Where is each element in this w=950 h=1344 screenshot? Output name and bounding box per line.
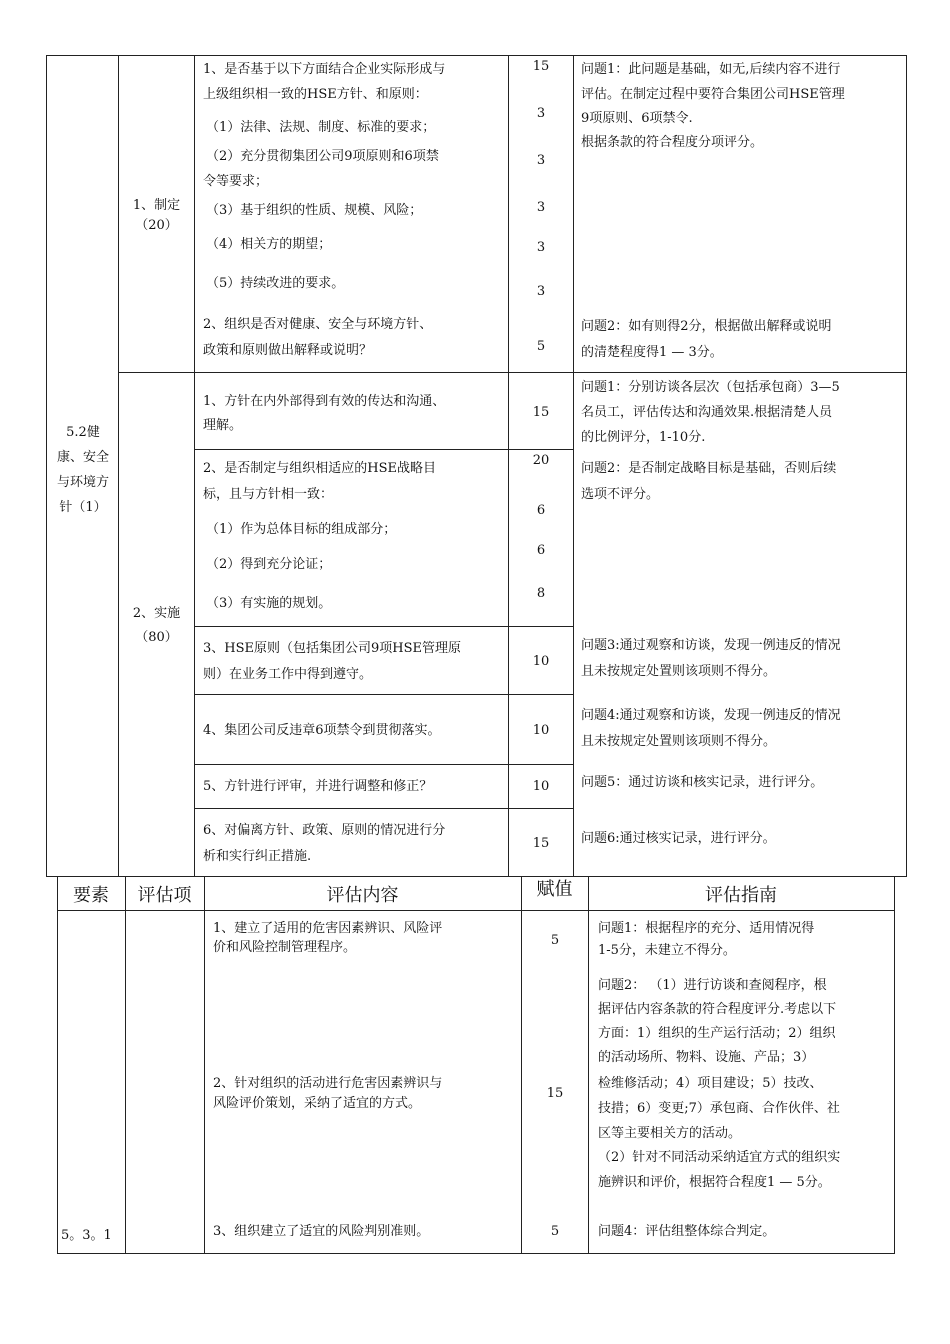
- score-value: 5: [550, 933, 560, 948]
- guide-text: 方面：1）组织的生产运行活动；2）组织: [598, 1026, 836, 1041]
- score-value: 3: [536, 106, 546, 121]
- guide-text: 施辨识和评价，根据符合程度1 — 5分。: [598, 1175, 831, 1190]
- element-label-line: 5.2健: [66, 425, 100, 440]
- score-value: 6: [536, 503, 546, 518]
- element-label-line: 针（1）: [59, 500, 107, 515]
- score-value: 15: [532, 836, 550, 851]
- guide-text: 技措；6）变更;7）承包商、合作伙伴、社: [598, 1101, 840, 1116]
- score-value: 15: [532, 59, 550, 74]
- guide-text: 评估。在制定过程中要符合集团公司HSE管理: [581, 87, 845, 102]
- guide-text: 问题5：通过访谈和核实记录，进行评分。: [581, 775, 824, 790]
- item-implement: 2、实施: [132, 606, 181, 621]
- content-text: 2、是否制定与组织相适应的HSE战略目: [203, 461, 437, 476]
- content-text: （1）法律、法规、制度、标准的要求；: [206, 120, 436, 135]
- content-text: （2）充分贯彻集团公司9项原则和6项禁: [206, 149, 439, 164]
- header-guide: 评估指南: [705, 885, 777, 906]
- score-value: 10: [532, 723, 550, 738]
- score-value: 3: [536, 153, 546, 168]
- score-value: 5: [550, 1224, 560, 1239]
- guide-text: 区等主要相关方的活动。: [598, 1126, 742, 1141]
- guide-text: 检维修活动；4）项目建设；5）技改、: [598, 1076, 823, 1091]
- item-formulate: 1、制定: [132, 198, 181, 213]
- content-text: （3）有实施的规划。: [206, 596, 332, 611]
- guide-text: 选项不评分。: [581, 487, 660, 502]
- content-text: 则）在业务工作中得到遵守。: [203, 667, 373, 682]
- guide-text: 名员工，评估传达和沟通效果.根据清楚人员: [581, 405, 833, 420]
- content-text: 上级组织相一致的HSE方针、和原则：: [203, 87, 428, 102]
- score-value: 3: [536, 200, 546, 215]
- guide-text: 的比例评分，1-10分.: [581, 430, 706, 445]
- element-label-line: 康、安全: [56, 450, 109, 465]
- guide-text: 问题4:通过观察和访谈，发现一例违反的情况: [581, 708, 841, 723]
- guide-text: 问题4：评估组整体综合判定。: [598, 1224, 776, 1239]
- guide-text: 9项原则、6项禁令.: [581, 111, 693, 126]
- score-value: 10: [532, 654, 550, 669]
- table1-left-border: [46, 55, 47, 876]
- guide-text: 问题2：如有则得2分，根据做出解释或说明: [581, 319, 832, 334]
- guide-text: 问题2： （1）进行访谈和查阅程序，根: [598, 978, 827, 993]
- content-text: （3）基于组织的性质、规模、风险；: [206, 203, 423, 218]
- score-value: 5: [536, 339, 546, 354]
- content-text: 3、组织建立了适宜的风险判别准则。: [213, 1224, 430, 1239]
- score-value: 3: [536, 284, 546, 299]
- content-text: 6、对偏离方针、政策、原则的情况进行分: [203, 823, 446, 838]
- header-content: 评估内容: [326, 885, 399, 906]
- content-text: 1、方针在内外部得到有效的传达和沟通、: [203, 394, 446, 409]
- table1-bottom-border: [46, 876, 907, 877]
- guide-text: 问题1：此问题是基础，如无,后续内容不进行: [581, 62, 841, 77]
- content-text: 析和实行纠正措施.: [203, 849, 312, 864]
- table2-col-divider: [204, 876, 205, 1254]
- table1-right-border: [906, 55, 907, 876]
- content-text: 1、是否基于以下方面结合企业实际形成与: [203, 62, 446, 77]
- guide-text: 问题1：分别访谈各层次（包括承包商）3—5: [581, 380, 840, 395]
- guide-text: （2）针对不同活动采纳适宜方式的组织实: [598, 1150, 841, 1165]
- element-label: 5。3。1: [61, 1228, 112, 1243]
- content-text: 2、针对组织的活动进行危害因素辨识与: [213, 1076, 443, 1091]
- score-value: 10: [532, 779, 550, 794]
- score-value: 15: [532, 405, 550, 420]
- content-text: 风险评价策划，采纳了适宜的方式。: [213, 1096, 422, 1111]
- table1-row-divider: [194, 764, 573, 765]
- table2-col-divider: [125, 876, 126, 1254]
- table2-bottom-border: [57, 1253, 895, 1254]
- content-text: 标，且与方针相一致：: [203, 487, 334, 502]
- table2-right-border: [894, 876, 895, 1254]
- content-text: 价和风险控制管理程序。: [213, 940, 357, 955]
- guide-text: 据评估内容条款的符合程度评分.考虑以下: [598, 1002, 837, 1017]
- table1-top-border: [46, 55, 907, 56]
- table1-row-divider: [118, 372, 907, 373]
- guide-text: 且未按规定处置则该项则不得分。: [581, 664, 777, 679]
- score-value: 3: [536, 240, 546, 255]
- table1-col-divider: [573, 55, 574, 876]
- guide-text: 的清楚程度得1 — 3分。: [581, 345, 723, 360]
- guide-text: 问题3:通过观察和访谈，发现一例违反的情况: [581, 638, 841, 653]
- score-value: 20: [532, 453, 550, 468]
- header-item: 评估项: [137, 885, 192, 906]
- content-text: （2）得到充分论证；: [206, 557, 332, 572]
- guide-text: 问题1：根据程序的充分、适用情况得: [598, 921, 815, 936]
- table2-header-divider: [57, 910, 895, 911]
- table1-row-divider: [194, 808, 573, 809]
- content-text: （1）作为总体目标的组成部分；: [206, 522, 397, 537]
- guide-text: 的活动场所、物料、设施、产品；3）: [598, 1050, 815, 1065]
- content-text: 3、HSE原则（包括集团公司9项HSE管理原: [203, 641, 462, 656]
- header-element: 要素: [73, 885, 109, 906]
- item-implement-score: （80）: [135, 630, 178, 645]
- guide-text: 且未按规定处置则该项则不得分。: [581, 734, 777, 749]
- content-text: 4、集团公司反违章6项禁令到贯彻落实。: [203, 723, 441, 738]
- score-value: 8: [536, 586, 546, 601]
- content-text: 政策和原则做出解释或说明？: [203, 343, 373, 358]
- content-text: 2、组织是否对健康、安全与环境方针、: [203, 317, 433, 332]
- element-label-line: 与环境方: [56, 475, 109, 490]
- content-text: 5、方针进行评审，并进行调整和修正？: [203, 779, 433, 794]
- item-formulate-score: （20）: [135, 218, 178, 233]
- score-value: 6: [536, 543, 546, 558]
- content-text: 令等要求；: [203, 174, 269, 189]
- table1-col-divider: [118, 55, 119, 876]
- header-score: 赋值: [536, 879, 573, 900]
- content-text: （5）持续改进的要求。: [206, 276, 345, 291]
- table2-left-border: [57, 876, 58, 1254]
- content-text: 1、建立了适用的危害因素辨识、风险评: [213, 921, 443, 936]
- score-value: 15: [546, 1086, 564, 1101]
- table1-row-divider: [194, 626, 573, 627]
- content-text: 理解。: [203, 418, 243, 433]
- guide-text: 问题6:通过核实记录，进行评分。: [581, 831, 776, 846]
- table1-col-divider: [194, 55, 195, 876]
- content-text: （4）相关方的期望；: [206, 237, 332, 252]
- table1-row-divider: [194, 694, 573, 695]
- guide-text: 1-5分，未建立不得分。: [598, 943, 736, 958]
- guide-text: 问题2：是否制定战略目标是基础，否则后续: [581, 461, 837, 476]
- guide-text: 根据条款的符合程度分项评分。: [581, 135, 764, 150]
- table2-col-divider: [588, 876, 589, 1254]
